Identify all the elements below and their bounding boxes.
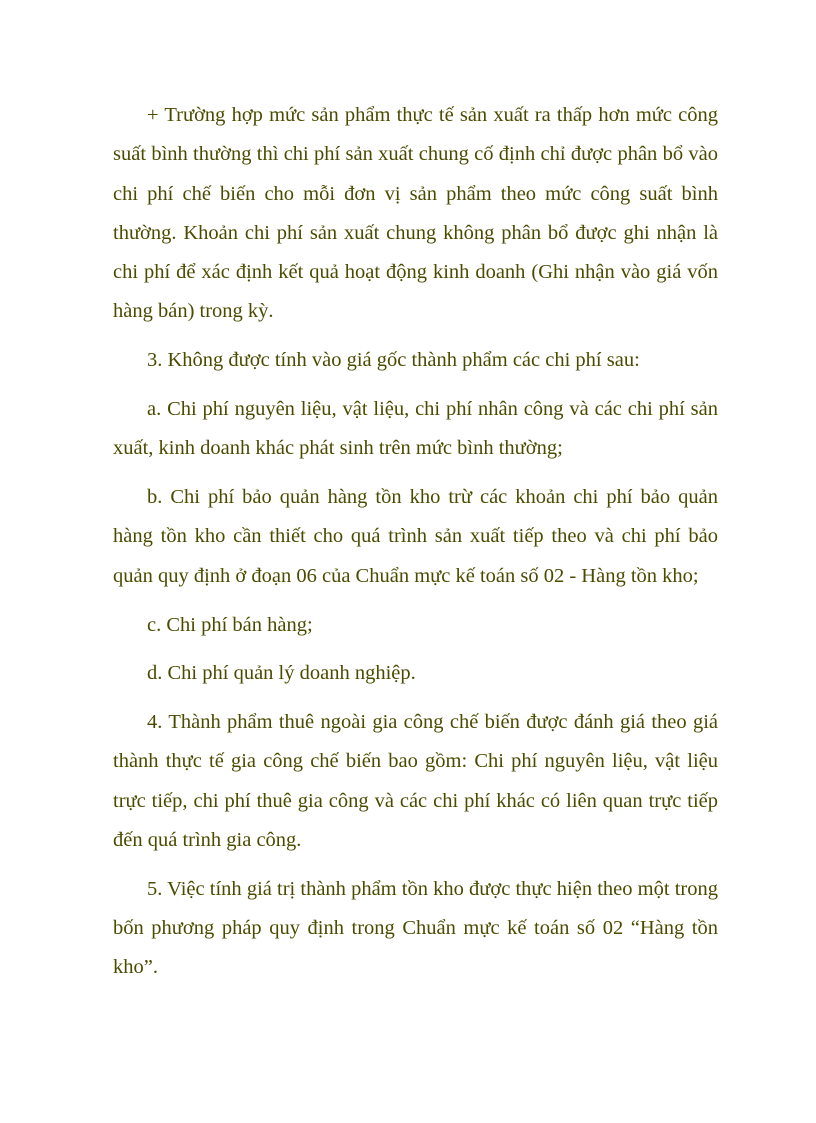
paragraph-item-4-outsourced-processing: 4. Thành phẩm thuê ngoài gia công chế biến được đánh giá theo giá thành thực tế gia công chế biến bao gồm: Chi phí nguyên liệu, vật liệu trực tiếp, chi phí thuê gia công và các chi phí khác có liên quan trực tiếp đến quá trình gia công. [113, 711, 718, 852]
paragraph-item-a: a. Chi phí nguyên liệu, vật liệu, chi phí nhân công và các chi phí sản xuất, kinh doanh khác phát sinh trên mức bình thường; [113, 398, 718, 460]
paragraph-item-5-valuation-methods: 5. Việc tính giá trị thành phẩm tồn kho được thực hiện theo một trong bốn phương pháp quy định trong Chuẩn mực kế toán số 02 “Hàng tồn kho”. [113, 877, 718, 979]
paragraph-item-b: b. Chi phí bảo quản hàng tồn kho trừ các khoản chi phí bảo quản hàng tồn kho cần thiết cho quá trình sản xuất tiếp theo và chi phí bảo quản quy định ở đoạn 06 của Chuẩn mực kế toán số 02 - Hàng tồn kho; [113, 486, 718, 587]
paragraph-item-c: c. Chi phí bán hàng; [147, 613, 313, 636]
paragraph-fixed-overhead-allocation: + Trường hợp mức sản phẩm thực tế sản xuất ra thấp hơn mức công suất bình thường thì chi phí sản xuất chung cố định chỉ được phân bổ vào chi phí chế biến cho mỗi đơn vị sản phẩm theo mức công suất bình thường. Khoản chi phí sản xuất chung không phân bổ được ghi nhận là chi phí để xác định kết quả hoạt động kinh doanh (Ghi nhận vào giá vốn hàng bán) trong kỳ. [113, 104, 718, 323]
document-body [113, 96, 718, 997]
paragraph-item-d: d. Chi phí quản lý doanh nghiệp. [147, 662, 416, 685]
paragraph-item-3-excluded-costs: 3. Không được tính vào giá gốc thành phẩm các chi phí sau: [147, 349, 640, 372]
